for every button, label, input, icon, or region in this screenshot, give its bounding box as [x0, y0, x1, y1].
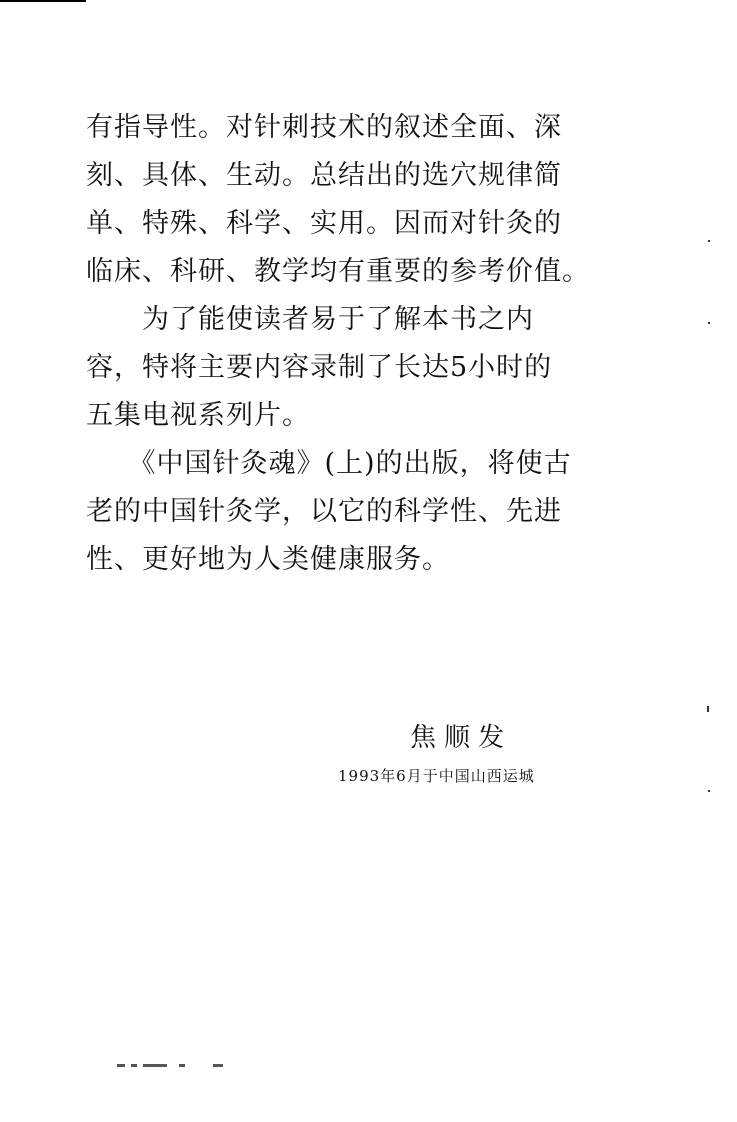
text-line: 单、特殊、科学、实用。因而对针灸的: [86, 208, 562, 239]
scan-speck: [708, 322, 710, 324]
text-line: 性、更好地为人类健康服务。: [86, 544, 450, 575]
text-line: 《中国针灸魂》(上)的出版，将使古: [86, 448, 572, 479]
text-line: 有指导性。对针刺技术的叙述全面、深: [86, 112, 562, 143]
scan-speck: [707, 706, 709, 712]
scan-speck: [708, 790, 710, 792]
text-line: 临床、科研、教学均有重要的参考价值。: [86, 256, 590, 287]
paragraph-1: [86, 104, 626, 296]
body-text: [86, 104, 626, 584]
text-line: 容，特将主要内容录制了长达5小时的: [86, 352, 553, 383]
dateline: 1993年6月于中国山西运城: [338, 767, 535, 785]
text-line: 为了能使读者易于了解本书之内: [86, 304, 534, 335]
scan-speck: [708, 240, 710, 242]
paragraph-2: [86, 296, 626, 440]
bottom-scan-artifact: [117, 1064, 227, 1070]
author-signature: 焦顺发: [410, 723, 513, 753]
paragraph-3: [86, 440, 626, 584]
text-line: 老的中国针灸学，以它的科学性、先进: [86, 496, 562, 527]
top-rule: [0, 0, 86, 2]
text-line: 刻、具体、生动。总结出的选穴规律简: [86, 160, 562, 191]
text-line: 五集电视系列片。: [86, 400, 310, 431]
